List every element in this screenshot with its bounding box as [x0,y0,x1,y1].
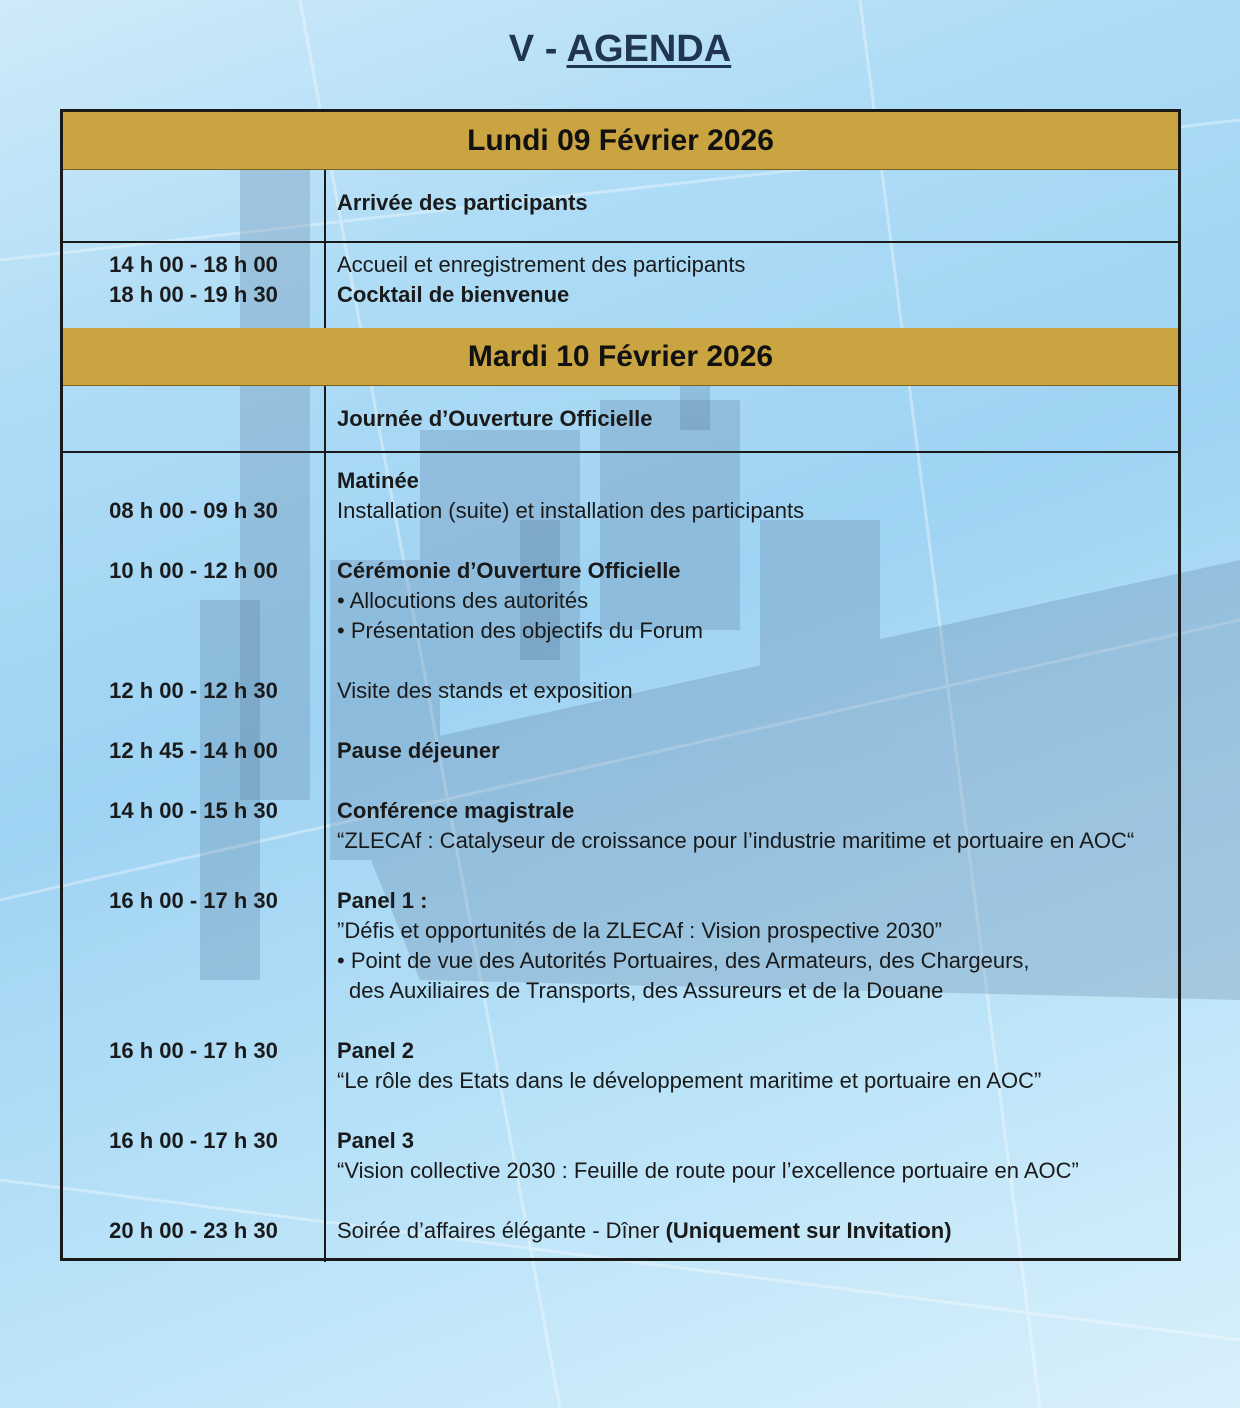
invitation-note: (Uniquement sur Invitation) [665,1218,952,1243]
day2-header: Mardi 10 Février 2026 [63,328,1178,386]
event-bullet-continued: des Auxiliaires de Transports, des Assureurs et de la Douane [349,978,944,1003]
event-bullet: • Présentation des objectifs du Forum [337,618,703,643]
time-slot: 10 h 00 - 12 h 00 [109,558,278,583]
day1-arrival-row [63,170,1178,243]
day2-descriptions [326,453,1178,1262]
event-title: Pause déjeuner [337,738,500,763]
day1-schedule-row [63,243,1178,328]
event-title: Panel 2 [337,1038,415,1063]
arrival-label: Arrivée des participants [337,190,588,215]
event-line: ”Défis et opportunités de la ZLECAf : Vision prospective 2030” [337,918,942,943]
morning-label: Matinée [337,468,419,493]
time-slot: 12 h 45 - 14 h 00 [109,738,278,763]
time-slot: 14 h 00 - 15 h 30 [109,798,278,823]
dinner-text: Soirée d’affaires élégante - Dîner [337,1218,666,1243]
day1-items [326,243,1178,328]
day1-header: Lundi 09 Février 2026 [63,112,1178,170]
day2-schedule [63,453,1178,1262]
time-cell-empty [63,170,326,241]
day2-times [63,453,326,1262]
event-line: “Le rôle des Etats dans le développement maritime et portuaire en AOC” [337,1068,1042,1093]
time-slot: 14 h 00 - 18 h 00 [109,252,278,277]
day2-opening-row [63,386,1178,453]
event-bullet: • Point de vue des Autorités Portuaires, des Armateurs, des Chargeurs, [337,948,1030,973]
event-line: Installation (suite) et installation des participants [337,498,805,523]
welcome-registration: Accueil et enregistrement des participants [337,252,746,277]
event-title: Conférence magistrale [337,798,575,823]
time-slot: 20 h 00 - 23 h 30 [109,1218,278,1243]
opening-day-label: Journée d’Ouverture Officielle [337,406,653,431]
event-line: “Vision collective 2030 : Feuille de route pour l’excellence portuaire en AOC” [337,1158,1079,1183]
event-line: Visite des stands et exposition [337,678,633,703]
time-slot: 18 h 00 - 19 h 30 [109,282,278,307]
time-cell-empty [63,386,326,451]
agenda-table [60,109,1181,1261]
time-slot: 16 h 00 - 17 h 30 [109,1038,278,1063]
event-title: Panel 3 [337,1128,415,1153]
event-line: “ZLECAf : Catalyseur de croissance pour l’industrie maritime et portuaire en AOC“ [337,828,1135,853]
event-title: Panel 1 : [337,888,428,913]
event-bullet: • Allocutions des autorités [337,588,589,613]
time-slot: 16 h 00 - 17 h 30 [109,888,278,913]
event-line [337,1216,1178,1246]
time-slot: 08 h 00 - 09 h 30 [109,498,278,523]
page-title [0,28,1240,71]
event-title: Cérémonie d’Ouverture Officielle [337,558,681,583]
title-main: AGENDA [566,28,732,70]
welcome-cocktail: Cocktail de bienvenue [337,282,570,307]
day1-times [63,243,326,328]
time-slot: 16 h 00 - 17 h 30 [109,1128,278,1153]
time-slot: 12 h 00 - 12 h 30 [109,678,278,703]
title-prefix: V - [508,28,567,70]
